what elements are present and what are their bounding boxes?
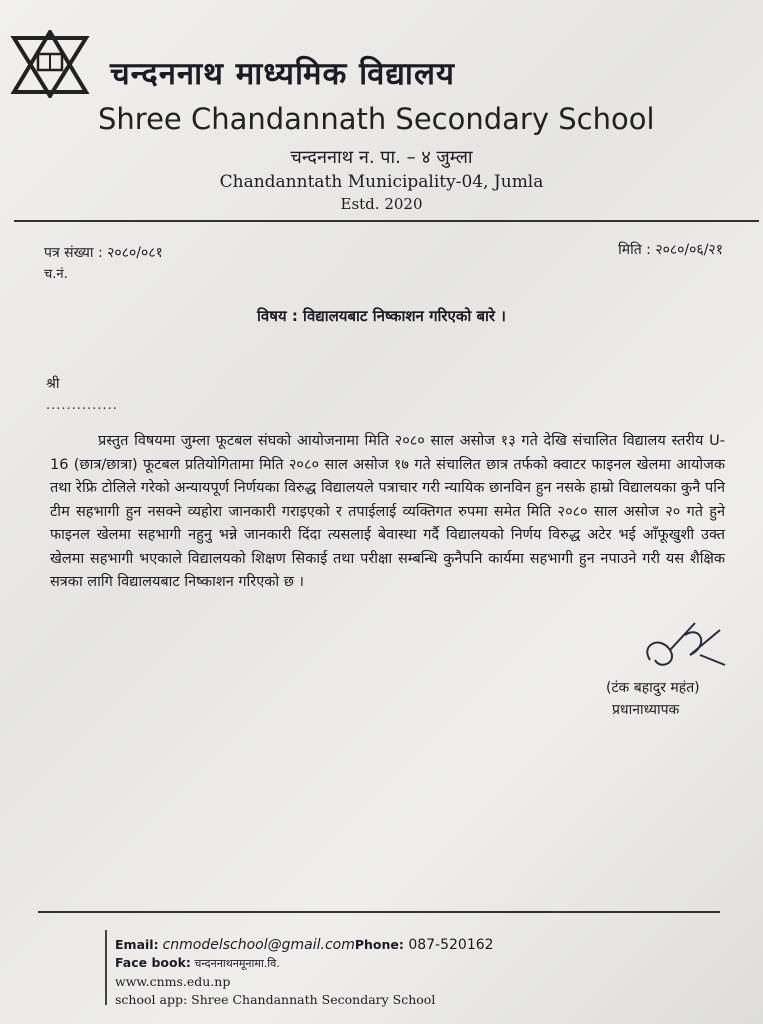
school-name-nepali: चन्दननाथ माध्यमिक विद्यालय [110, 56, 455, 92]
dispatch-number: च.नं. [44, 267, 68, 282]
phone-label: Phone: [354, 937, 404, 952]
letter-body [50, 430, 725, 595]
facebook-page: चन्दननाथनमूनामा.वि. [190, 957, 280, 970]
signature-icon [640, 615, 730, 675]
school-logo-star-icon [10, 30, 90, 98]
email-link[interactable]: cnmodelschool@gmail.com [162, 937, 355, 953]
footer-divider [38, 911, 720, 913]
signatory-title: प्रधानाध्यापक [612, 702, 680, 718]
letter-subject: विषय : विद्यालयबाट निष्काशन गरिएको बारे । [257, 307, 506, 325]
address-english: Chandanntath Municipality-04, Jumla [219, 172, 544, 192]
signatory-name: (टंक बहादुर महंत) [606, 680, 700, 696]
footer-bar [105, 930, 107, 1005]
school-name-english: Shree Chandannath Secondary School [98, 102, 655, 136]
addressee-line: .............. [46, 398, 118, 413]
phone-number: 087-520162 [403, 937, 494, 953]
reference-number: पत्र संख्या : २०८०/०८१ [44, 245, 163, 261]
website-link[interactable]: www.cnms.edu.np [115, 974, 231, 989]
address-nepali: चन्दननाथ न. पा. – ४ जुम्ला [290, 147, 473, 168]
facebook-label: Face book: [115, 955, 191, 970]
footer-contacts [115, 936, 494, 1009]
established-year: Estd. 2020 [340, 195, 423, 213]
school-app: school app: Shree Chandannath Secondary School [115, 992, 436, 1007]
letter-date: मिति : २०८०/०६/२१ [618, 242, 723, 258]
body-paragraph: प्रस्तुत विषयमा जुम्ला फूटबल संघको आयोजनामा मिति २०८० साल असोज १३ गते देखि संचालित विद्यालय स्तरीय U-16 (छात्र/छात्रा) फूटबल प्रतियोगितामा मिति २०८० साल असोज १७ गते संचालित छात्र तर्फको क्वाटर फाइनल खेलमा आयोजक तथा रेफ्रि टोलिले गरेको अन्यायपूर्ण निर्णयका विरुद्ध विद्यालयले पत्राचार गरी न्यायिक छानविन हुन नसके हाम्रो विद्यालयका कुनै पनि टीम सहभागी हुन नसक्ने व्यहोरा जानकारी गराइएको र तपाईलाई व्यक्तिगत रुपमा समेत मिति २०८० साल असोज २० गते हुने फाइनल खेलमा सहभागी नहुनु भन्ने जानकारी दिंदा त्यसलाई बेवास्था गर्दै विद्यालयको निर्णय विरुद्ध अटेर भई आँफूखुशी उक्त खेलमा सहभागी भएकाले विद्यालयको शिक्षण सिकाई तथा परीक्षा सम्बन्धि कुनैपनि कार्यमा सहभागी हुन नपाउने गरी यस शैक्षिक सत्रका लागि विद्यालयबाट निष्काशन गरिएको छ । [50, 433, 725, 590]
header-divider [14, 220, 759, 222]
salutation: श्री [46, 376, 60, 392]
email-label: Email: [115, 937, 159, 952]
